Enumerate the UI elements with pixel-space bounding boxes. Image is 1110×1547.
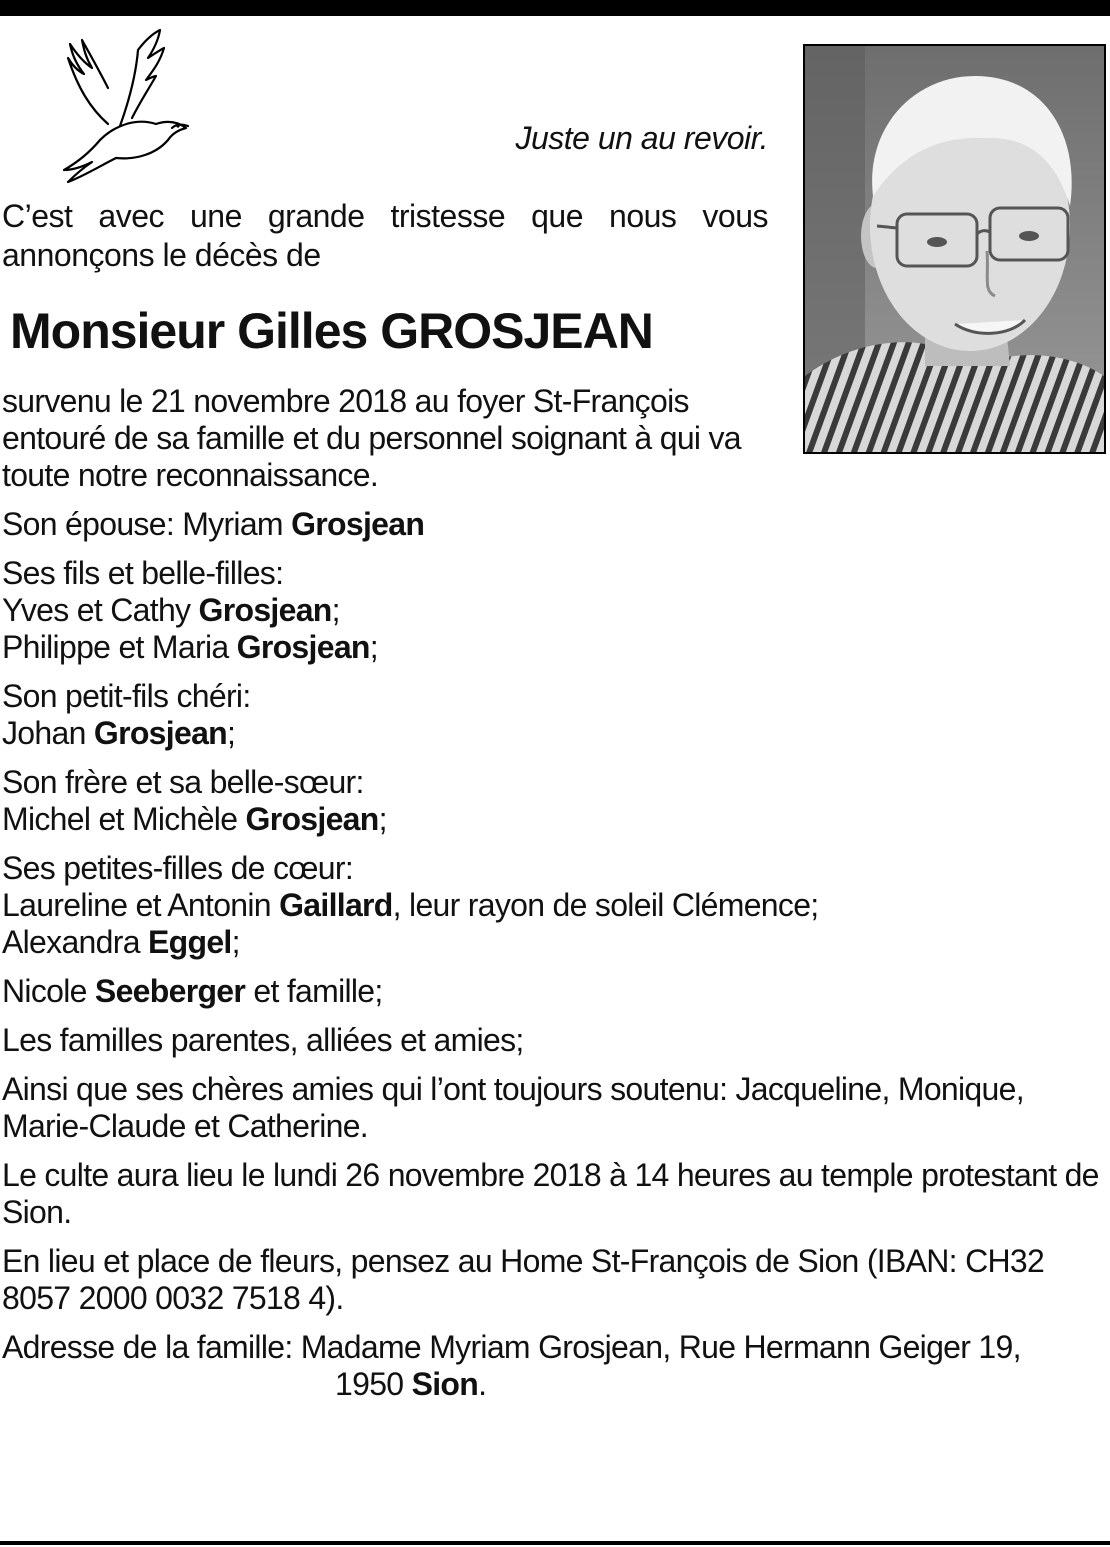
- gd2-surname: Eggel: [148, 924, 232, 960]
- spouse-line: [2, 506, 1108, 543]
- nicole-surname: Seeberger: [94, 973, 246, 1009]
- address-city: Sion: [411, 1366, 479, 1402]
- son1-surname: Grosjean: [198, 592, 332, 628]
- semicolon: ;: [369, 629, 378, 665]
- semicolon: ;: [231, 924, 240, 960]
- death-notice: survenu le 21 novembre 2018 au foyer St-François entouré de sa famille et du personnel soignant à qui va toute notre reconnaissance.: [2, 383, 741, 493]
- bottom-rule: [0, 1541, 1110, 1545]
- nicole-given: Nicole: [2, 973, 95, 1009]
- gd1-given: Laureline et Antonin: [2, 887, 280, 923]
- granddaughter1-line: [2, 887, 1108, 924]
- brother-line: [2, 801, 1108, 838]
- son1-line: [2, 592, 1108, 629]
- deceased-name: Monsieur Gilles GROSJEAN: [10, 303, 653, 359]
- friends-line: Ainsi que ses chères amies qui l’ont toujours soutenu: Jacqueline, Monique, Marie-Claude et Catherine.: [2, 1071, 1024, 1144]
- brother-surname: Grosjean: [245, 801, 379, 837]
- spouse-surname: Grosjean: [291, 506, 425, 542]
- nicole-suffix: et famille;: [245, 973, 383, 1009]
- son2-surname: Grosjean: [236, 629, 370, 665]
- son2-given: Philippe et Maria: [2, 629, 237, 665]
- donation-line: En lieu et place de fleurs, pensez au Home St-François de Sion (IBAN: CH32 8057 2000 0032 7518 4).: [2, 1243, 1045, 1316]
- dove-icon: [60, 28, 200, 188]
- spouse-label: Son épouse: Myriam: [2, 506, 292, 542]
- semicolon: ;: [331, 592, 340, 628]
- gd1-suffix: , leur rayon de soleil Clémence;: [392, 887, 819, 923]
- ceremony-line: Le culte aura lieu le lundi 26 novembre 2018 à 14 heures au temple protestant de Sion.: [2, 1157, 1099, 1230]
- top-rule: [0, 0, 1110, 16]
- address-period: .: [478, 1366, 487, 1402]
- brother-heading: Son frère et sa belle-sœur:: [2, 764, 364, 800]
- son2-line: [2, 629, 1108, 666]
- sons-heading: Ses fils et belle-filles:: [2, 555, 284, 591]
- son1-given: Yves et Cathy: [2, 592, 199, 628]
- granddaughter2-line: [2, 924, 1108, 961]
- families-line: Les familles parentes, alliées et amies;: [2, 1022, 524, 1058]
- grandson-surname: Grosjean: [93, 715, 228, 751]
- brother-given: Michel et Michèle: [2, 801, 246, 837]
- intro-text: C’est avec une grande tristesse que nous vous annonçons le décès de: [2, 198, 768, 273]
- semicolon: ;: [227, 715, 236, 751]
- notice-body: [2, 383, 1108, 1403]
- address-line2: [2, 1366, 1108, 1403]
- gd2-given: Alexandra: [2, 924, 148, 960]
- grandson-given: Johan: [2, 715, 94, 751]
- granddaughters-heading: Ses petites-filles de cœur:: [2, 850, 354, 886]
- address-line1: Adresse de la famille: Madame Myriam Grosjean, Rue Hermann Geiger 19,: [2, 1329, 1021, 1365]
- address-postcode: 1950: [335, 1366, 412, 1402]
- nicole-line: [2, 973, 1108, 1010]
- grandson-line: [2, 715, 1108, 752]
- semicolon: ;: [378, 801, 387, 837]
- gd1-surname: Gaillard: [279, 887, 393, 923]
- motto: Juste un au revoir.: [515, 120, 768, 156]
- grandson-heading: Son petit-fils chéri:: [2, 678, 251, 714]
